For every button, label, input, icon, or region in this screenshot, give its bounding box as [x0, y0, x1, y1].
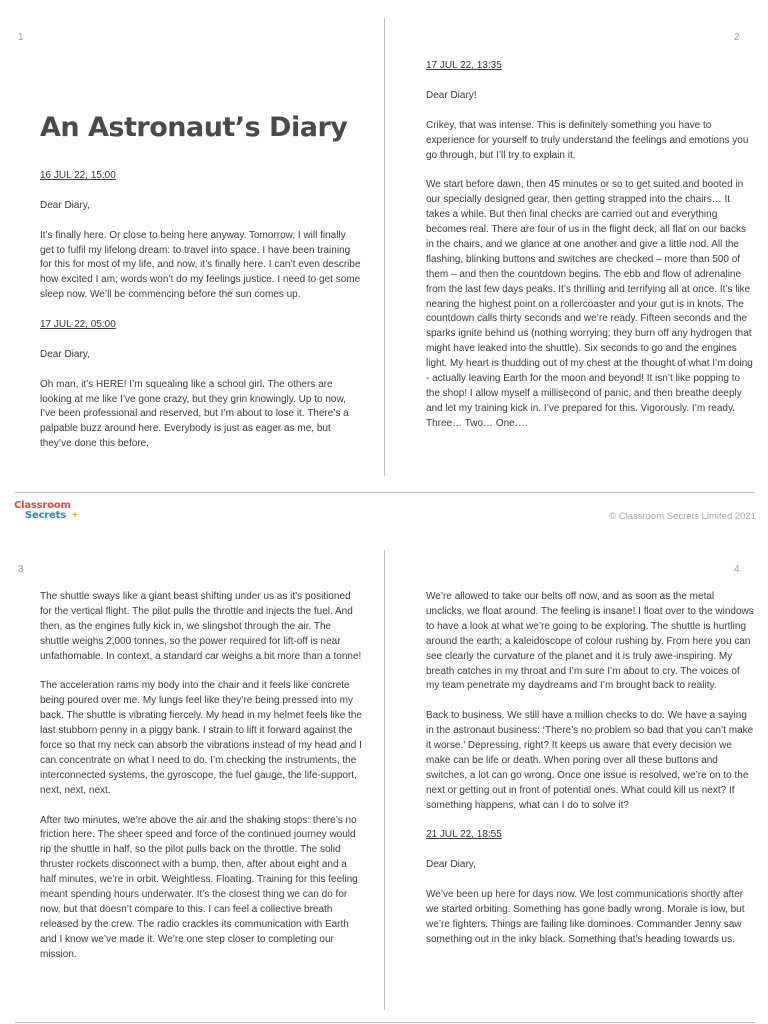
entry-paragraph: We start before dawn, then 45 minutes or so to get suited and booted in our specially designed gear, then getting strapped into the chairs… It takes a while. But then final checks are carried out and everything becomes real. There are four of us in the flight deck, all flat on our backs in the chairs, and we glance at one another and give a little nod. All the flashing, blinking buttons and switches are checked – more than 500 of them – and then the countdown begins. The ebb and flow of adrenaline from the last few days peaks. It’s thrilling and terrifying all at once. It’s like nearing the highest point on a rollercoaster and your gut is in knots. The countdown calls thirty seconds and we’re ready. Fifteen seconds and the sparks ignite behind us (nothing worrying; they burn off any hydrogen that might have leaked into the shuttle). Six seconds to go and the engines light. My heart is thudding out of my chest at the thought of what I’m doing - actually leaving Earth for the moon and beyond! It isn’t like popping to the shop! I allow myself a millisecond of panic, and then breathe deeply and let my training kick in. I’ve prepared for this. Vigorously. I’m ready. Three… Two… One…. [426, 179, 753, 429]
entry-paragraph: Crikey, that was intense. This is definitely something you have to experience for yourself to truly understand the feelings and emotions you go through, but I’ll try to explain it. [426, 119, 749, 161]
entry-date: 21 JUL 22, 18:55 [426, 829, 502, 841]
entry-greeting: Dear Diary, [40, 199, 90, 211]
logo-text-secrets: Secrets [25, 510, 66, 521]
entry-paragraph: We’ve been up here for days now. We lost communications shortly after we started orbiting. Something has gone badly wrong. Morale is low, but we’re fighters. Things are failing like dominoes. Commander Jenny saw something out in the inky black. Something that’s heading towards us. [426, 889, 745, 945]
entry-greeting: Dear Diary! [426, 89, 477, 101]
page-2-column [426, 59, 754, 447]
entry-paragraph: The shuttle sways like a giant beast shifting under us as it’s positioned for the vertical flight. The pilot pulls the throttle and injects the fuel. And then, as the engines fully kick in, we slingshot through the air. The shuttle weighs 2,000 tonnes, so the power required for lift-off is near unfathomable. In context, a standard car weighs a bit more than a tonne! [40, 591, 362, 662]
classroom-secrets-logo [14, 500, 80, 524]
page-number-1: 1 [18, 32, 24, 43]
entry-paragraph: We’re allowed to take our belts off now, and as soon as the metal unclicks, we float around. The feeling is insane! I float over to the windows to have a look at what we’re going to be exploring. The shuttle is hurtling around the earth; a kaleidoscope of colour rushing by. From here you can see clearly the curvature of the planet and it is truly awe-inspiring. My breath catches in my throat and I’m sure I’m about to cry. The voices of my team penetrate my daydreams and I’m brought back to reality. [426, 591, 754, 692]
page-number-2: 2 [734, 32, 740, 43]
page-3-column [40, 590, 362, 978]
entry-date: 17 JUL 22, 13:35 [426, 60, 502, 71]
bottom-spread-divider [15, 1022, 755, 1023]
page-title: An Astronaut’s Diary [40, 112, 348, 143]
entry-paragraph: It’s finally here. Or close to being here anyway. Tomorrow, I will finally get to fulfil my lifelong dream: to travel into space. I have been training for this for most of my life, and now, it’s finally here. I can’t even describe how excited I am; words won’t do my feelings justice. I need to get some sleep now. We’ll be commencing before the sun comes up. [40, 229, 361, 301]
entry-paragraph: After two minutes, we’re above the air and the shaking stops: there’s no friction here. The sheer speed and force of the continued journey would rip the shuttle in half, so the pilot pulls back on the throttle. The solid thruster rockets disconnect with a bump, then, after about eight and a half minutes, we’re in orbit. Weightless. Floating. Training for this feeling meant spending hours underwater. It’s the closest thing we can do for now, but that doesn’t compare to this. I can feel a collective breath released by the crew. The radio crackles its communication with Earth and I know we’ve made it. We’re one step closer to completing our mission. [40, 814, 358, 960]
top-column-divider [384, 18, 385, 476]
entry-greeting: Dear Diary, [40, 348, 90, 360]
page-number-4: 4 [734, 564, 740, 575]
page-1-column [40, 169, 362, 467]
entry-greeting: Dear Diary, [426, 859, 476, 871]
logo-plus-icon: + [72, 510, 78, 521]
entry-paragraph: Oh man, it’s HERE! I’m squealing like a school girl. The others are looking at me like I’ve gone crazy, but they grin knowingly. Up to now, I’ve been professional and reserved, but I’m about to lose it. There’s a palpable buzz around here. Everybody is just as eager as me, but they’ve done this before. [40, 378, 349, 450]
copyright-notice: © Classroom Secrets Limited 2021 [609, 511, 756, 522]
page-number-3: 3 [18, 564, 24, 575]
page-4-column [426, 590, 754, 963]
top-spread-divider [15, 492, 755, 493]
entry-paragraph: Back to business. We still have a million checks to do. We have a saying in the astronaut business: ‘There’s no problem so bad that you can’t make it worse.’ Depressing, right? It keeps us aware that every decision we make can be life or death. When poring over all these buttons and switches, a lot can go wrong. Once one issue is resolved, we’re on to the next or getting out in front of potential ones. What could kill us next? If something happens, what can I do to solve it? [426, 710, 754, 811]
entry-date: 17 JUL 22, 05:00 [40, 319, 116, 331]
bottom-column-divider [384, 550, 385, 1010]
entry-paragraph: The acceleration rams my body into the chair and it feels like concrete being poured over me. My lungs feel like they’re being pressed into my back. The shuttle is vibrating fiercely. My head in my helmet feels like the last stubborn penny in a piggy bank. I strain to lift it forward against the force so that my neck can absorb the vibrations instead of my head and I can concentrate on what I need to do. I’m checking the instruments, the interconnected systems, the gyroscope, the fuel gauge, the life-support, next, next, next. [40, 680, 362, 796]
logo-text-classroom: Classroom [14, 500, 71, 511]
entry-date: 16 JUL 22, 15:00 [40, 170, 116, 181]
